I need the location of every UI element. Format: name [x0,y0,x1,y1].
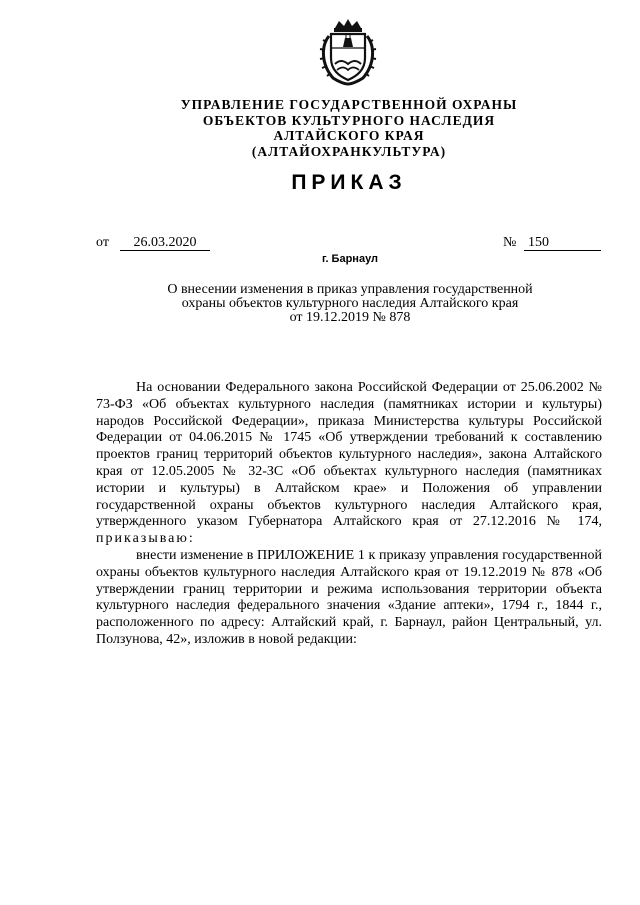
org-name-line2: ОБЪЕКТОВ КУЛЬТУРНОГО НАСЛЕДИЯ [202,113,496,128]
subject-line3: от 19.12.2019 № 878 [289,310,411,325]
document-subject [130,283,570,325]
org-name-line3: АЛТАЙСКОГО КРАЯ [273,128,425,143]
subject-line2: охраны объектов культурного наследия Алтайского края [181,296,519,311]
order-word: приказываю: [96,531,195,547]
document-body [96,380,602,649]
subject-line1: О внесении изменения в приказ управления государственной [167,282,533,297]
org-name-line4: (АЛТАЙОХРАНКУЛЬТУРА) [251,144,447,159]
body-paragraph-1-text: На основании Федерального закона Российской Федерации от 25.06.2002 № 73-ФЗ «Об объектах культурного наследия (памятниках истории и культуры) народов Российской Федерации», приказа Министерства культуры Российской Федерации от 04.06.2015 № 1745 «Об утверждении требований к составлению проектов границ территорий объектов культурного наследия», закона Алтайского края от 12.05.2005 № 32-ЗС «Об объектах культурного наследия (памятниках истории и культуры) в Алтайском крае» и Положения об управлении государственной охраны объектов культурного наследия Алтайского края, утвержденного указом Губернатора Алтайского края от 27.12.2016 № 174, [96,380,602,530]
document-date: 26.03.2020 [120,235,210,251]
date-label: от [96,235,109,250]
org-name-line1: УПРАВЛЕНИЕ ГОСУДАРСТВЕННОЙ ОХРАНЫ [180,97,518,112]
body-paragraph-1 [96,380,602,548]
number-label: № [503,235,517,250]
coat-of-arms-icon [317,18,379,86]
document-title: ПРИКАЗ [291,171,407,194]
document-number: 150 [524,235,601,251]
body-paragraph-2: внести изменение в ПРИЛОЖЕНИЕ 1 к приказу управления государственной охраны объектов культурного наследия Алтайского края от 19.12.2019 № 878 «Об утверждении границ территории и режима использования территории объекта культурного наследия федерального значения «Здание аптеки», 1794 г., 1844 г., расположенного по адресу: Алтайский край, г. Барнаул, район Центральный, ул. Ползунова, 42», изложив в новой редакции: [96,547,602,647]
document-city: г. Барнаул [321,253,379,265]
